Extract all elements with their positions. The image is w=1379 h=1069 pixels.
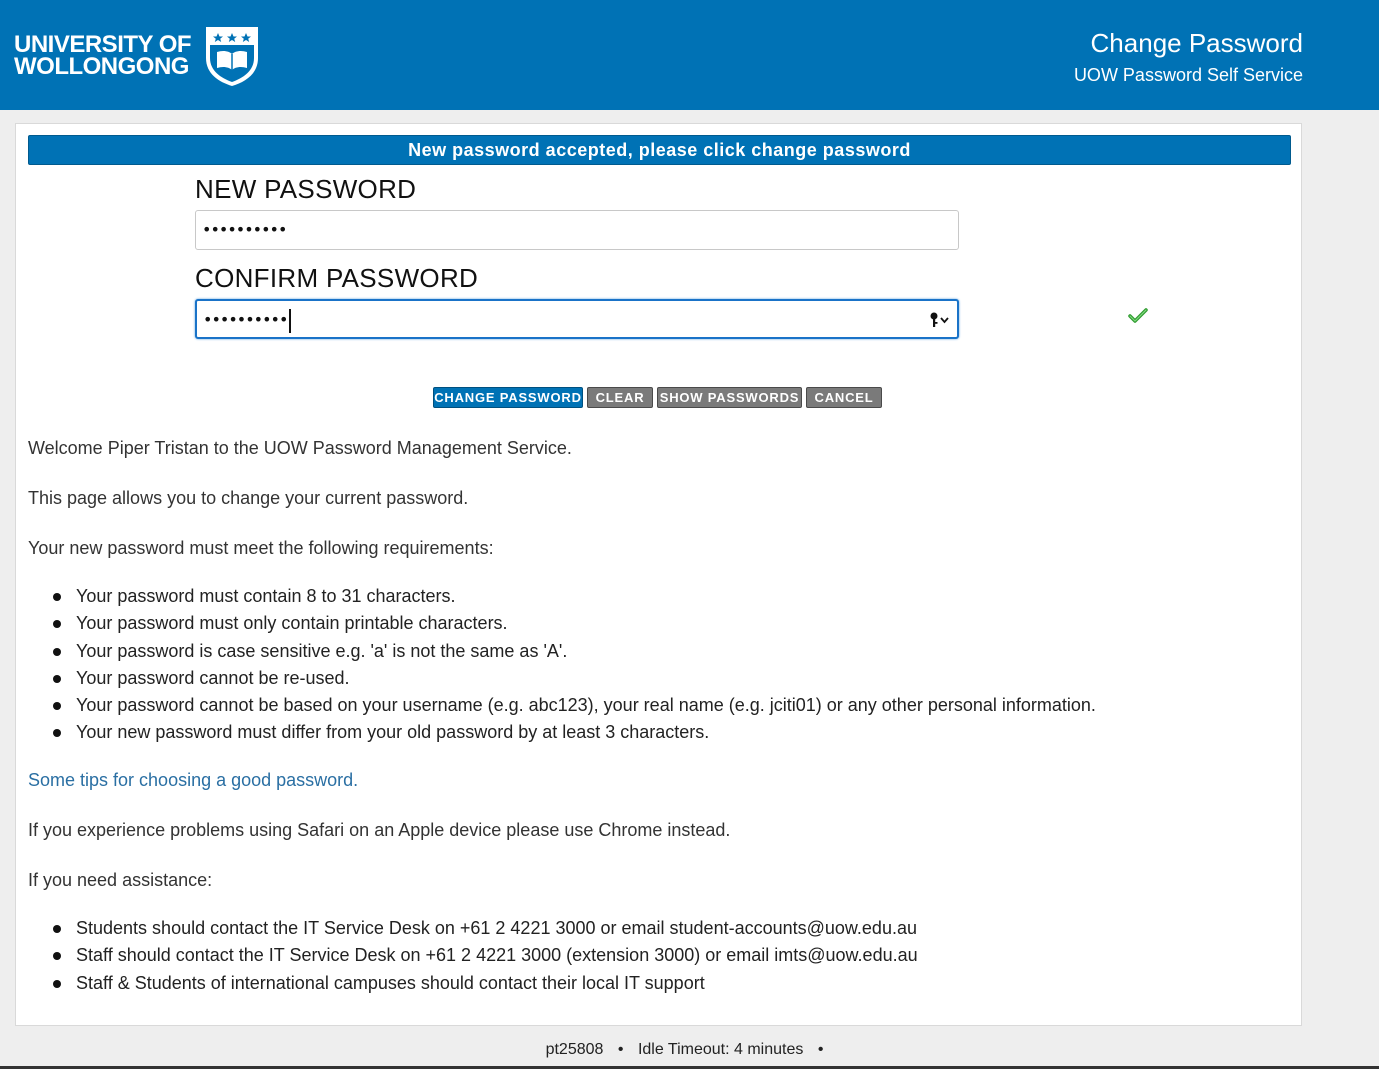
- list-item: Your new password must differ from your old password by at least 3 characters.: [28, 719, 1096, 746]
- list-item: Your password must contain 8 to 31 characters.: [28, 583, 1096, 610]
- list-item: Your password is case sensitive e.g. 'a' is not the same as 'A'.: [28, 638, 1096, 665]
- page-subtitle: UOW Password Self Service: [1073, 65, 1303, 85]
- logo-line-1: UNIVERSITY OF: [14, 31, 192, 58]
- university-crest-icon: [203, 24, 261, 88]
- welcome-text: Welcome Piper Tristan to the UOW Password Management Service.: [28, 438, 572, 458]
- university-logo[interactable]: [14, 24, 261, 88]
- page-title: Change Password: [1090, 28, 1303, 58]
- username-label: pt25808: [545, 1041, 604, 1058]
- footer-separator: •: [817, 1041, 824, 1058]
- list-item: Students should contact the IT Service Desk on +61 2 4221 3000 or email student-accounts@uow.edu.au: [28, 915, 918, 942]
- list-item: Your password must only contain printable characters.: [28, 610, 1096, 637]
- text-cursor: [289, 309, 291, 333]
- key-icon[interactable]: [929, 310, 951, 330]
- confirm-password-value: ••••••••••: [203, 310, 288, 329]
- requirements-heading: Your new password must meet the following requirements:: [28, 538, 494, 558]
- intro-text: This page allows you to change your current password.: [28, 488, 469, 508]
- button-bar: [433, 387, 886, 408]
- confirm-password-label: CONFIRM PASSWORD: [195, 263, 479, 293]
- site-header: [0, 0, 1379, 110]
- new-password-input[interactable]: [195, 210, 959, 250]
- safari-note: If you experience problems using Safari on an Apple device please use Chrome instead.: [28, 820, 731, 840]
- clear-button[interactable]: CLEAR: [587, 387, 653, 408]
- new-password-value: ••••••••••: [202, 220, 287, 239]
- confirm-password-input[interactable]: [195, 299, 959, 339]
- list-item: Your password cannot be re-used.: [28, 665, 1096, 692]
- list-item: Staff should contact the IT Service Desk on +61 2 4221 3000 (extension 3000) or email imts@uow.edu.au: [28, 942, 918, 969]
- idle-timeout-label: Idle Timeout: 4 minutes: [637, 1041, 804, 1058]
- requirements-list: [28, 583, 1096, 747]
- list-item: Staff & Students of international campuses should contact their local IT support: [28, 970, 918, 997]
- footer-separator: •: [617, 1041, 624, 1058]
- show-passwords-button[interactable]: SHOW PASSWORDS: [657, 387, 802, 408]
- checkmark-icon: [1128, 308, 1148, 324]
- change-password-button[interactable]: CHANGE PASSWORD: [433, 387, 583, 408]
- list-item: Your password cannot be based on your username (e.g. abc123), your real name (e.g. jciti01) or any other personal information.: [28, 692, 1096, 719]
- logo-text: [14, 31, 192, 80]
- logo-line-2: WOLLONGONG: [14, 53, 189, 80]
- header-title-block: [1074, 28, 1303, 90]
- status-banner: New password accepted, please click change password: [28, 135, 1291, 165]
- password-tips-link[interactable]: Some tips for choosing a good password.: [28, 770, 359, 790]
- new-password-label: NEW PASSWORD: [195, 174, 417, 204]
- assistance-heading: If you need assistance:: [28, 870, 213, 890]
- status-footer: [0, 1041, 1379, 1059]
- cancel-button[interactable]: CANCEL: [806, 387, 882, 408]
- main-panel: [15, 123, 1302, 1026]
- assistance-list: [28, 915, 918, 997]
